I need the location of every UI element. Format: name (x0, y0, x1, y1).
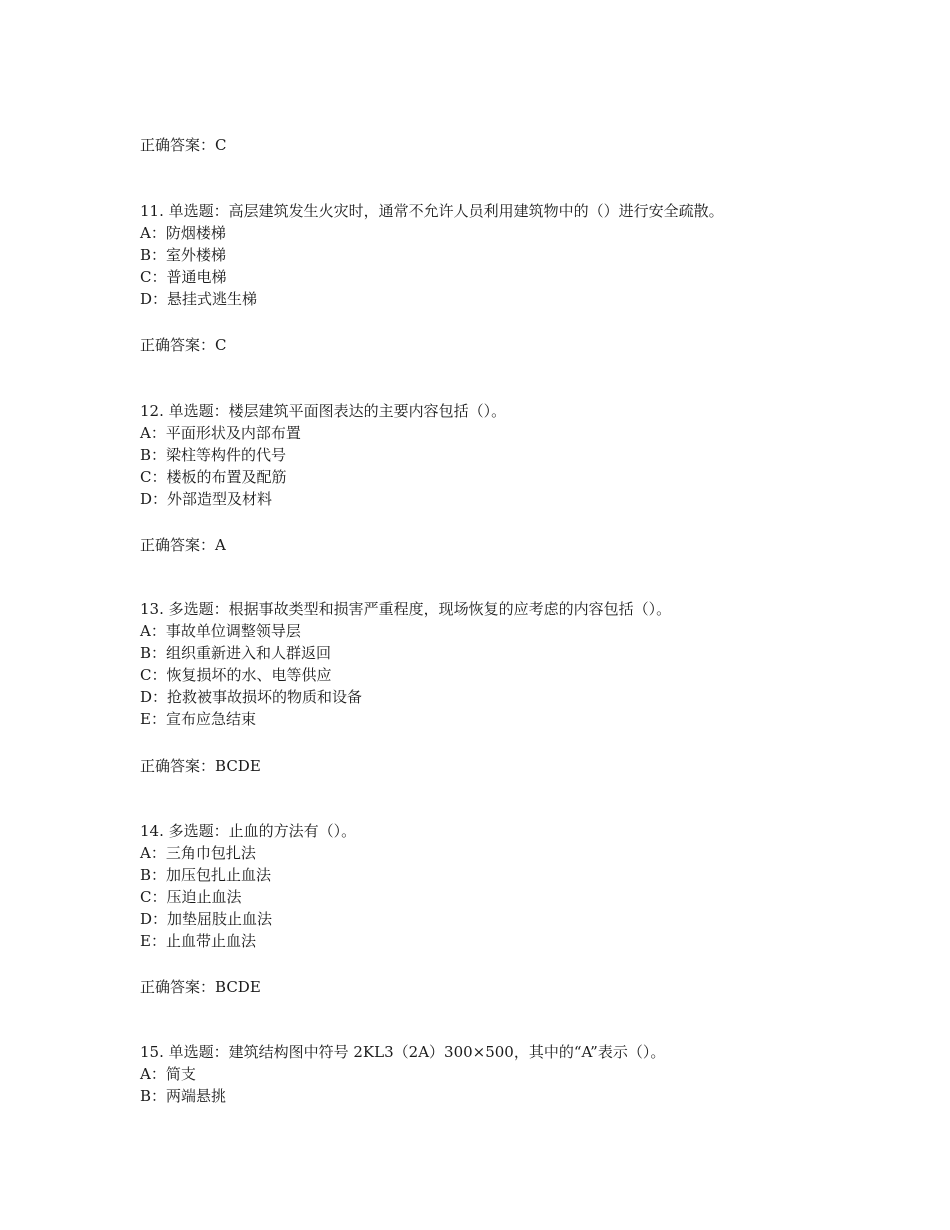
answer-line (140, 977, 261, 997)
question-stem: 12. 单选题：楼层建筑平面图表达的主要内容包括（）。 (140, 402, 507, 420)
option-e: E：止血带止血法 (140, 932, 256, 950)
answer-line (140, 335, 227, 355)
option-b: B：梁柱等构件的代号 (140, 446, 287, 464)
option-c: C：恢复损坏的水、电等供应 (140, 666, 332, 684)
option-c: C：普通电梯 (140, 268, 227, 286)
question-stem: 11. 单选题：高层建筑发生火灾时，通常不允许人员利用建筑物中的（）进行安全疏散。 (140, 202, 724, 220)
option-b: B：两端悬挑 (140, 1087, 227, 1105)
answer-prefix: 正确答案： (140, 978, 216, 996)
option-b: B：加压包扎止血法 (140, 866, 272, 884)
answer-value: BCDE (215, 978, 261, 996)
option-c: C：压迫止血法 (140, 888, 242, 906)
question-stem: 15. 单选题：建筑结构图中符号 2KL3（2A）300×500，其中的“A”表示（）。 (140, 1043, 666, 1061)
option-d: D：抢救被事故损坏的物质和设备 (140, 688, 363, 706)
answer-prefix: 正确答案： (140, 536, 216, 554)
answer-prefix: 正确答案： (140, 136, 216, 154)
option-b: B：组织重新进入和人群返回 (140, 644, 332, 662)
option-a: A：三角巾包扎法 (140, 844, 256, 862)
option-c: C：楼板的布置及配筋 (140, 468, 287, 486)
question-stem: 13. 多选题：根据事故类型和损害严重程度，现场恢复的应考虑的内容包括（）。 (140, 600, 672, 618)
answer-value: C (215, 336, 227, 354)
option-b: B：室外楼梯 (140, 246, 227, 264)
answer-line (140, 756, 261, 776)
answer-prefix: 正确答案： (140, 757, 216, 775)
answer-line (140, 535, 226, 555)
option-d: D：外部造型及材料 (140, 490, 273, 508)
answer-prefix: 正确答案： (140, 336, 216, 354)
option-d: D：加垫屈肢止血法 (140, 910, 273, 928)
option-a: A：事故单位调整领导层 (140, 622, 301, 640)
option-a: A：平面形状及内部布置 (140, 424, 301, 442)
question-stem: 14. 多选题：止血的方法有（）。 (140, 822, 357, 840)
option-e: E：宣布应急结束 (140, 710, 256, 728)
option-a: A：简支 (140, 1065, 196, 1083)
option-a: A：防烟楼梯 (140, 224, 226, 242)
answer-line (140, 135, 227, 155)
answer-value: BCDE (215, 757, 261, 775)
answer-value: A (215, 536, 226, 554)
option-d: D：悬挂式逃生梯 (140, 290, 258, 308)
answer-value: C (215, 136, 227, 154)
